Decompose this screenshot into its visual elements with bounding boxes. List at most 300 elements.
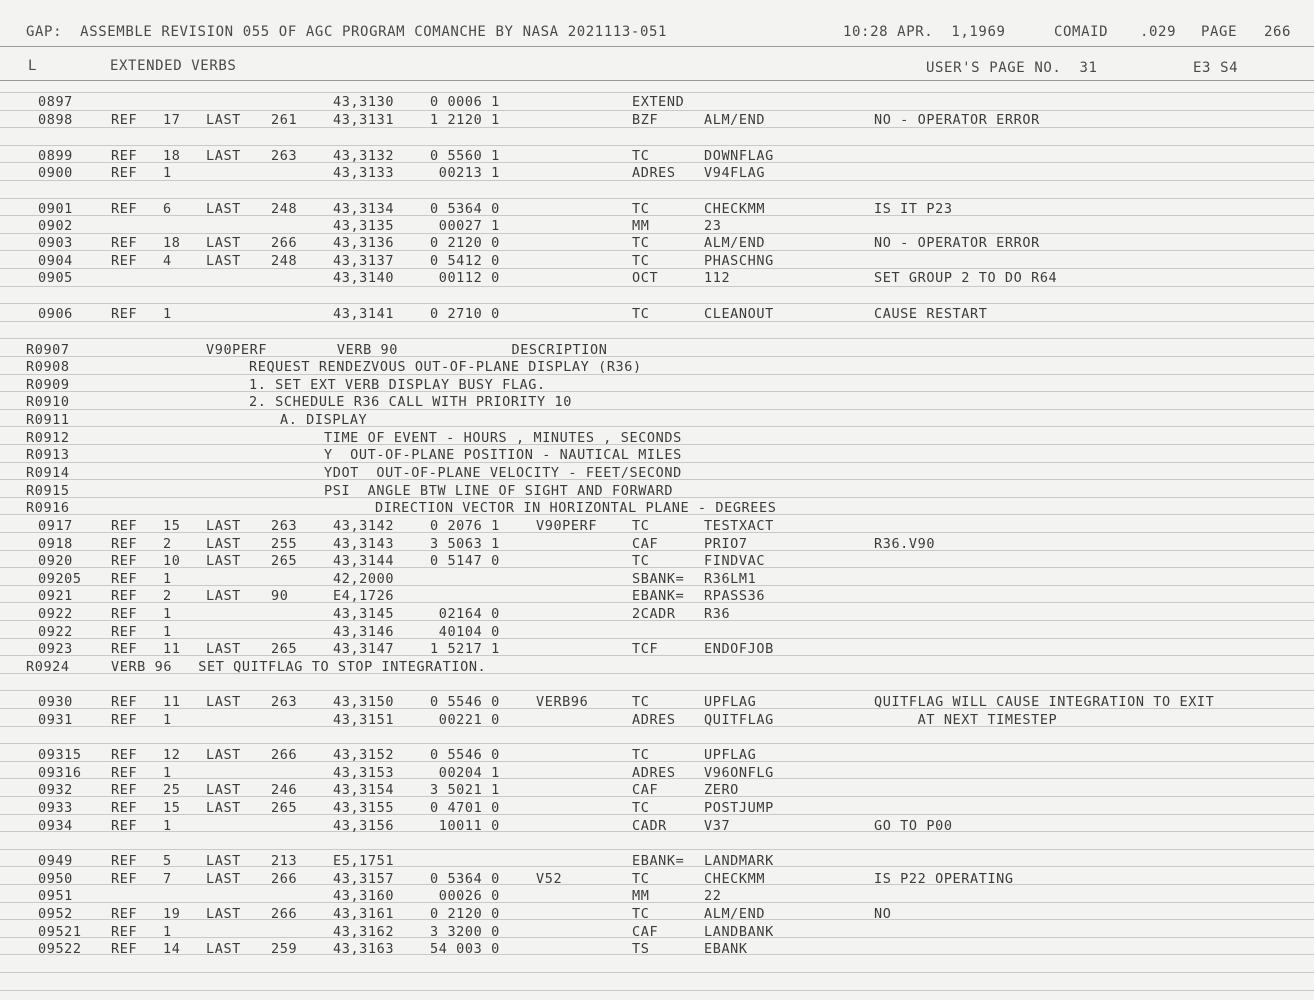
operand: ZERO <box>704 782 739 798</box>
ref-marker: REF <box>111 112 138 128</box>
operand: 23 <box>704 218 722 234</box>
section-title: EXTENDED VERBS <box>110 58 237 74</box>
line-number: 0920 <box>38 553 73 569</box>
octal-code: 0 5546 0 <box>430 694 500 710</box>
opcode: OCT <box>632 270 659 286</box>
assembly-title: GAP: ASSEMBLE REVISION 055 OF AGC PROGRAM COMANCHE BY NASA 2021113-051 <box>26 24 668 40</box>
last-page: 261 <box>271 112 298 128</box>
ref-count: 4 <box>163 253 172 269</box>
ruled-line <box>0 638 1314 639</box>
remark-text: REQUEST RENDEZVOUS OUT-OF-PLANE DISPLAY (R36) <box>249 359 642 375</box>
octal-code: 00221 0 <box>430 712 500 728</box>
ruled-line <box>0 990 1314 991</box>
symbol-label: VERB96 <box>536 694 589 710</box>
ref-marker: REF <box>111 941 138 957</box>
line-number: 0903 <box>38 235 73 251</box>
opcode: TC <box>632 201 650 217</box>
comment: GO TO P00 <box>874 818 953 834</box>
octal-code: 00027 1 <box>430 218 500 234</box>
ruled-line <box>0 532 1314 533</box>
ref-marker: REF <box>111 641 138 657</box>
line-number: 09521 <box>38 924 82 940</box>
line-number: 0951 <box>38 888 73 904</box>
memory-address: 43,3150 <box>333 694 395 710</box>
ref-marker: REF <box>111 588 138 604</box>
ref-count: 1 <box>163 624 172 640</box>
ruled-line <box>0 338 1314 339</box>
octal-code: 3 5021 1 <box>430 782 500 798</box>
remark-text: 1. SET EXT VERB DISPLAY BUSY FLAG. <box>249 377 546 393</box>
opcode: TC <box>632 800 650 816</box>
remark-text: A. DISPLAY <box>280 412 368 428</box>
ref-count: 15 <box>163 800 181 816</box>
remark-line-number: R0913 <box>26 447 70 463</box>
ref-marker: REF <box>111 571 138 587</box>
memory-address: 43,3154 <box>333 782 395 798</box>
ref-count: 10 <box>163 553 181 569</box>
opcode: EBANK= <box>632 588 685 604</box>
remark-line-number: R0910 <box>26 394 70 410</box>
opcode: 2CADR <box>632 606 676 622</box>
ruled-line <box>0 919 1314 920</box>
comaid-label: COMAID <box>1054 24 1109 40</box>
last-marker: LAST <box>206 112 241 128</box>
octal-code: 0 5364 0 <box>430 201 500 217</box>
ruled-line <box>0 954 1314 955</box>
ruled-line <box>0 567 1314 568</box>
octal-code: 1 2120 1 <box>430 112 500 128</box>
last-marker: LAST <box>206 235 241 251</box>
ref-count: 2 <box>163 588 172 604</box>
ref-count: 6 <box>163 201 172 217</box>
octal-code: 0 5560 1 <box>430 148 500 164</box>
comment: R36.V90 <box>874 536 936 552</box>
opcode: EXTEND <box>632 94 685 110</box>
ruled-line <box>0 761 1314 762</box>
memory-address: 43,3155 <box>333 800 395 816</box>
ref-marker: REF <box>111 871 138 887</box>
opcode: TC <box>632 747 650 763</box>
ruled-line <box>0 198 1314 199</box>
ruled-line <box>0 902 1314 903</box>
remark-text: PSI ANGLE BTW LINE OF SIGHT AND FORWARD <box>324 483 674 499</box>
ref-count: 25 <box>163 782 181 798</box>
octal-code: 1 5217 1 <box>430 641 500 657</box>
memory-address: 43,3143 <box>333 536 395 552</box>
operand: FINDVAC <box>704 553 766 569</box>
remark-line-number: R0924 <box>26 659 70 675</box>
remark-line-number: R0908 <box>26 359 70 375</box>
operand: CHECKMM <box>704 871 766 887</box>
remark-line-number: R0912 <box>26 430 70 446</box>
memory-address: 43,3134 <box>333 201 395 217</box>
opcode: CAF <box>632 924 659 940</box>
ref-marker: REF <box>111 906 138 922</box>
opcode: MM <box>632 888 650 904</box>
last-marker: LAST <box>206 853 241 869</box>
ref-marker: REF <box>111 747 138 763</box>
octal-code: 0 2076 1 <box>430 518 500 534</box>
line-number: 0904 <box>38 253 73 269</box>
octal-code: 10011 0 <box>430 818 500 834</box>
ruled-line <box>0 849 1314 850</box>
symbol-label: V90PERF <box>536 518 598 534</box>
ruled-line <box>0 690 1314 691</box>
ref-count: 1 <box>163 606 172 622</box>
line-number: 0917 <box>38 518 73 534</box>
opcode: TC <box>632 306 650 322</box>
line-number: 0933 <box>38 800 73 816</box>
octal-code: 00204 1 <box>430 765 500 781</box>
ref-count: 1 <box>163 712 172 728</box>
ruled-line <box>0 250 1314 251</box>
octal-code: 0 5412 0 <box>430 253 500 269</box>
ref-count: 15 <box>163 518 181 534</box>
line-number: 09315 <box>38 747 82 763</box>
memory-address: 43,3156 <box>333 818 395 834</box>
remark-line-number: R0907 <box>26 342 70 358</box>
line-number: 0932 <box>38 782 73 798</box>
ref-marker: REF <box>111 518 138 534</box>
operand: QUITFLAG <box>704 712 774 728</box>
remark-line-number: R0911 <box>26 412 70 428</box>
ref-marker: REF <box>111 924 138 940</box>
operand: DOWNFLAG <box>704 148 774 164</box>
line-number: 0918 <box>38 536 73 552</box>
ruled-line <box>0 374 1314 375</box>
comment: CAUSE RESTART <box>874 306 988 322</box>
last-marker: LAST <box>206 148 241 164</box>
octal-code: 02164 0 <box>430 606 500 622</box>
ref-count: 1 <box>163 571 172 587</box>
last-page: 259 <box>271 941 298 957</box>
last-page: 266 <box>271 906 298 922</box>
memory-address: 43,3141 <box>333 306 395 322</box>
opcode: BZF <box>632 112 659 128</box>
octal-code: 0 5546 0 <box>430 747 500 763</box>
last-page: 265 <box>271 553 298 569</box>
ref-marker: REF <box>111 765 138 781</box>
operand: R36 <box>704 606 731 622</box>
ref-marker: REF <box>111 165 138 181</box>
ref-marker: REF <box>111 148 138 164</box>
remark-line-number: R0914 <box>26 465 70 481</box>
opcode: MM <box>632 218 650 234</box>
line-number: 09522 <box>38 941 82 957</box>
memory-address: 43,3135 <box>333 218 395 234</box>
operand: PRIO7 <box>704 536 748 552</box>
memory-address: 43,3136 <box>333 235 395 251</box>
ruled-line <box>0 972 1314 973</box>
last-page: 266 <box>271 871 298 887</box>
memory-address: 42,2000 <box>333 571 395 587</box>
ref-marker: REF <box>111 306 138 322</box>
octal-code: 00213 1 <box>430 165 500 181</box>
opcode: ADRES <box>632 765 676 781</box>
last-page: 248 <box>271 253 298 269</box>
last-marker: LAST <box>206 941 241 957</box>
octal-code: 0 5147 0 <box>430 553 500 569</box>
comment: QUITFLAG WILL CAUSE INTEGRATION TO EXIT <box>874 694 1215 710</box>
operand: TESTXACT <box>704 518 774 534</box>
opcode: TC <box>632 694 650 710</box>
line-number: 0934 <box>38 818 73 834</box>
octal-code: 54 003 0 <box>430 941 500 957</box>
ref-marker: REF <box>111 818 138 834</box>
last-page: 246 <box>271 782 298 798</box>
last-page: 263 <box>271 694 298 710</box>
operand: ALM/END <box>704 235 766 251</box>
line-number: 0922 <box>38 606 73 622</box>
opcode: TC <box>632 518 650 534</box>
last-page: 265 <box>271 641 298 657</box>
operand: LANDBANK <box>704 924 774 940</box>
page-label: PAGE <box>1201 24 1238 40</box>
ruled-line <box>0 110 1314 111</box>
memory-address: 43,3162 <box>333 924 395 940</box>
last-marker: LAST <box>206 588 241 604</box>
last-marker: LAST <box>206 906 241 922</box>
memory-address: 43,3131 <box>333 112 395 128</box>
last-marker: LAST <box>206 747 241 763</box>
ruled-line <box>0 409 1314 410</box>
memory-address: 43,3142 <box>333 518 395 534</box>
memory-address: 43,3144 <box>333 553 395 569</box>
memory-address: 43,3137 <box>333 253 395 269</box>
ruled-line <box>0 286 1314 287</box>
opcode: TC <box>632 871 650 887</box>
memory-address: 43,3146 <box>333 624 395 640</box>
timestamp: 10:28 APR. 1,1969 <box>843 24 1006 40</box>
last-page: 90 <box>271 588 289 604</box>
last-page: 266 <box>271 747 298 763</box>
line-number: 0923 <box>38 641 73 657</box>
opcode: CAF <box>632 536 659 552</box>
ruled-line <box>0 426 1314 427</box>
ruled-line <box>0 80 1314 81</box>
last-marker: LAST <box>206 800 241 816</box>
operand: V37 <box>704 818 731 834</box>
operand: LANDMARK <box>704 853 774 869</box>
comment: NO - OPERATOR ERROR <box>874 112 1040 128</box>
ref-count: 18 <box>163 148 181 164</box>
operand: UPFLAG <box>704 747 757 763</box>
opcode: TC <box>632 253 650 269</box>
remark-text: DIRECTION VECTOR IN HORIZONTAL PLANE - DEGREES <box>375 500 777 516</box>
line-number: 0901 <box>38 201 73 217</box>
line-number: 0952 <box>38 906 73 922</box>
ruled-line <box>0 321 1314 322</box>
operand: 112 <box>704 270 731 286</box>
line-number: 0949 <box>38 853 73 869</box>
opcode: CAF <box>632 782 659 798</box>
ref-marker: REF <box>111 201 138 217</box>
ref-count: 14 <box>163 941 181 957</box>
page-number: 266 <box>1264 24 1292 40</box>
remark-line-number: R0909 <box>26 377 70 393</box>
last-marker: LAST <box>206 518 241 534</box>
ref-marker: REF <box>111 235 138 251</box>
opcode: TC <box>632 148 650 164</box>
opcode: TC <box>632 553 650 569</box>
ref-count: 1 <box>163 165 172 181</box>
ref-marker: REF <box>111 782 138 798</box>
operand: 22 <box>704 888 722 904</box>
operand: POSTJUMP <box>704 800 774 816</box>
octal-code: 00112 0 <box>430 270 500 286</box>
opcode: EBANK= <box>632 853 685 869</box>
ruled-line <box>0 391 1314 392</box>
comaid-value: .029 <box>1140 24 1177 40</box>
operand: ALM/END <box>704 112 766 128</box>
last-marker: LAST <box>206 536 241 552</box>
octal-code: 0 2120 0 <box>430 906 500 922</box>
memory-address: 43,3147 <box>333 641 395 657</box>
ruled-line <box>0 303 1314 304</box>
ref-marker: REF <box>111 536 138 552</box>
last-page: 263 <box>271 148 298 164</box>
remark-text: YDOT OUT-OF-PLANE VELOCITY - FEET/SECOND <box>324 465 682 481</box>
last-page: 248 <box>271 201 298 217</box>
ref-count: 11 <box>163 694 181 710</box>
memory-address: 43,3133 <box>333 165 395 181</box>
last-page: 213 <box>271 853 298 869</box>
ruled-line <box>0 268 1314 269</box>
comment: AT NEXT TIMESTEP <box>874 712 1058 728</box>
ruled-line <box>0 162 1314 163</box>
ref-count: 5 <box>163 853 172 869</box>
comment: SET GROUP 2 TO DO R64 <box>874 270 1058 286</box>
ref-marker: REF <box>111 800 138 816</box>
octal-code: 3 3200 0 <box>430 924 500 940</box>
line-number: 09205 <box>38 571 82 587</box>
ruled-line <box>0 215 1314 216</box>
opcode: TS <box>632 941 650 957</box>
octal-code: 0 4701 0 <box>430 800 500 816</box>
last-marker: LAST <box>206 782 241 798</box>
last-marker: LAST <box>206 871 241 887</box>
last-marker: LAST <box>206 694 241 710</box>
ref-count: 1 <box>163 765 172 781</box>
ref-marker: REF <box>111 712 138 728</box>
line-number: 0902 <box>38 218 73 234</box>
symbol-label: V52 <box>536 871 563 887</box>
line-number: 0905 <box>38 270 73 286</box>
memory-address: 43,3145 <box>333 606 395 622</box>
remark-text: VERB 96 SET QUITFLAG TO STOP INTEGRATION. <box>111 659 487 675</box>
operand: PHASCHNG <box>704 253 774 269</box>
ref-count: 11 <box>163 641 181 657</box>
ref-count: 1 <box>163 306 172 322</box>
comment: IS IT P23 <box>874 201 953 217</box>
memory-address: E4,1726 <box>333 588 395 604</box>
remark-line-number: R0916 <box>26 500 70 516</box>
ruled-line <box>0 92 1314 93</box>
line-number: 09316 <box>38 765 82 781</box>
operand: UPFLAG <box>704 694 757 710</box>
octal-code: 40104 0 <box>430 624 500 640</box>
opcode: TC <box>632 235 650 251</box>
ref-marker: REF <box>111 253 138 269</box>
ruled-line <box>0 46 1314 47</box>
octal-code: 0 2120 0 <box>430 235 500 251</box>
octal-code: 3 5063 1 <box>430 536 500 552</box>
ref-marker: REF <box>111 624 138 640</box>
line-number: 0898 <box>38 112 73 128</box>
memory-address: E5,1751 <box>333 853 395 869</box>
operand: CLEANOUT <box>704 306 774 322</box>
memory-address: 43,3160 <box>333 888 395 904</box>
ruled-line <box>0 356 1314 357</box>
memory-address: 43,3130 <box>333 94 395 110</box>
last-marker: LAST <box>206 553 241 569</box>
memory-address: 43,3140 <box>333 270 395 286</box>
memory-address: 43,3152 <box>333 747 395 763</box>
opcode: ADRES <box>632 712 676 728</box>
comment: IS P22 OPERATING <box>874 871 1014 887</box>
operand: R36LM1 <box>704 571 757 587</box>
remark-text: TIME OF EVENT - HOURS , MINUTES , SECONDS <box>324 430 682 446</box>
type-code: L <box>28 58 38 74</box>
line-number: 0950 <box>38 871 73 887</box>
operand: ENDOFJOB <box>704 641 774 657</box>
operand: RPASS36 <box>704 588 766 604</box>
users-page-number: USER'S PAGE NO. 31 <box>926 60 1098 76</box>
ruled-line <box>0 884 1314 885</box>
remark-line-number: R0915 <box>26 483 70 499</box>
remark-text: 2. SCHEDULE R36 CALL WITH PRIORITY 10 <box>249 394 572 410</box>
line-number: 0921 <box>38 588 73 604</box>
last-marker: LAST <box>206 201 241 217</box>
memory-address: 43,3151 <box>333 712 395 728</box>
ref-count: 7 <box>163 871 172 887</box>
opcode: CADR <box>632 818 667 834</box>
memory-address: 43,3132 <box>333 148 395 164</box>
memory-address: 43,3163 <box>333 941 395 957</box>
comment: NO - OPERATOR ERROR <box>874 235 1040 251</box>
line-number: 0897 <box>38 94 73 110</box>
sheet-code: E3 S4 <box>1193 60 1239 76</box>
ref-count: 19 <box>163 906 181 922</box>
octal-code: 0 5364 0 <box>430 871 500 887</box>
operand: V94FLAG <box>704 165 766 181</box>
operand: ALM/END <box>704 906 766 922</box>
memory-address: 43,3161 <box>333 906 395 922</box>
last-marker: LAST <box>206 641 241 657</box>
ref-marker: REF <box>111 553 138 569</box>
opcode: TCF <box>632 641 659 657</box>
line-number: 0922 <box>38 624 73 640</box>
memory-address: 43,3153 <box>333 765 395 781</box>
line-number: 0906 <box>38 306 73 322</box>
ref-marker: REF <box>111 853 138 869</box>
ref-count: 12 <box>163 747 181 763</box>
operand: V96ONFLG <box>704 765 774 781</box>
memory-address: 43,3157 <box>333 871 395 887</box>
ref-count: 18 <box>163 235 181 251</box>
line-number: 0899 <box>38 148 73 164</box>
octal-code: 0 2710 0 <box>430 306 500 322</box>
operand: CHECKMM <box>704 201 766 217</box>
opcode: SBANK= <box>632 571 685 587</box>
last-page: 265 <box>271 800 298 816</box>
ref-count: 17 <box>163 112 181 128</box>
operand: EBANK <box>704 941 748 957</box>
ref-marker: REF <box>111 606 138 622</box>
line-number: 0931 <box>38 712 73 728</box>
ref-count: 1 <box>163 818 172 834</box>
ref-count: 2 <box>163 536 172 552</box>
